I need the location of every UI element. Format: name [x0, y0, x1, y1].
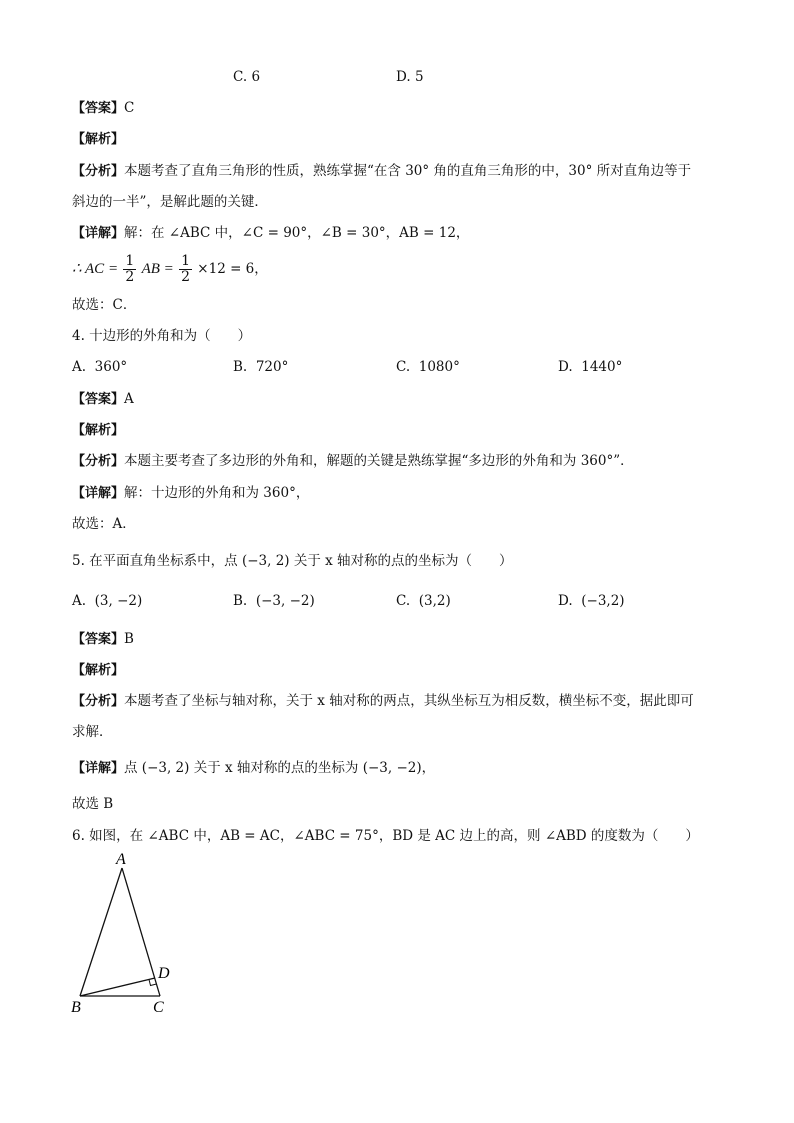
q5-choose: 故选 B — [72, 796, 114, 812]
label-d: D — [158, 965, 170, 982]
q4-stem: 4. 十边形的外角和为（ ） — [72, 328, 252, 344]
q4-option-a: A. 360° — [72, 359, 128, 375]
label-c: C — [153, 999, 164, 1016]
q3-choose: 故选：C． — [72, 297, 137, 313]
q3-fenxi-line1: 【分析】本题考查了直角三角形的性质，熟练掌握“在含 30° 角的直角三角形的中，30° 所对直角边等于 — [72, 163, 692, 179]
q5-fenxi-line1: 【分析】本题考查了坐标与轴对称，关于 x 轴对称的两点，其纵坐标互为相反数，横坐标不变，据此即可 — [72, 693, 694, 709]
q3-detail-line1: 【详解】解：在 ∠ABC 中，∠C = 90°，∠B = 30°，AB = 12， — [72, 225, 470, 241]
q5-option-c: C. (3,2) — [396, 593, 451, 609]
q3-detail-fraction-line: ∴ AC = $\frac{1}{2}$ AB = $\frac{1}{2}$ ×12 = 6， — [72, 253, 268, 285]
q4-option-d: D. 1440° — [558, 359, 623, 375]
q5-answer: 【答案】B — [72, 631, 134, 647]
q5-detail: 【详解】点 (−3, 2) 关于 x 轴对称的点的坐标为 (−3, −2)， — [72, 760, 436, 776]
q5-option-d: D. (−3,2) — [558, 593, 625, 609]
q4-analysis-tag: 【解析】 — [72, 423, 125, 438]
q4-option-b: B. 720° — [233, 359, 289, 375]
q3-fenxi-line2: 斜边的一半”，是解此题的关键． — [72, 194, 268, 210]
q4-choose: 故选：A． — [72, 516, 136, 532]
label-a: A — [116, 851, 126, 868]
q5-option-b: B. (−3, −2) — [233, 593, 315, 609]
q3-option-c: C. 6 — [233, 69, 261, 85]
q4-option-c: C. 1080° — [396, 359, 460, 375]
q4-answer: 【答案】A — [72, 391, 134, 407]
q3-analysis-tag: 【解析】 — [72, 132, 125, 147]
q6-stem: 6. 如图，在 ∠ABC 中，AB = AC，∠ABC = 75°，BD 是 AC 边上的高，则 ∠ABD 的度数为（ ） — [72, 828, 699, 844]
q3-answer: 【答案】C — [72, 100, 135, 116]
segment-ab — [80, 868, 122, 996]
q5-stem: 5. 在平面直角坐标系中，点 (−3, 2) 关于 x 轴对称的点的坐标为（ ） — [72, 553, 513, 569]
q5-analysis-tag: 【解析】 — [72, 663, 125, 678]
q4-detail: 【详解】解：十边形的外角和为 360°， — [72, 485, 310, 501]
label-b: B — [71, 999, 81, 1016]
fraction-half: $\frac{1}{2}$ — [125, 253, 135, 285]
q5-option-a: A. (3, −2) — [72, 593, 143, 609]
q3-option-d: D. 5 — [396, 69, 424, 85]
segment-ac — [122, 868, 160, 996]
q4-fenxi: 【分析】本题主要考查了多边形的外角和，解题的关键是熟练掌握“多边形的外角和为 360°”． — [72, 453, 634, 469]
fraction-half-2: $\frac{1}{2}$ — [181, 253, 190, 285]
segment-bd — [80, 978, 155, 996]
q5-fenxi-line2: 求解． — [72, 724, 113, 740]
triangle-figure — [66, 850, 186, 1020]
